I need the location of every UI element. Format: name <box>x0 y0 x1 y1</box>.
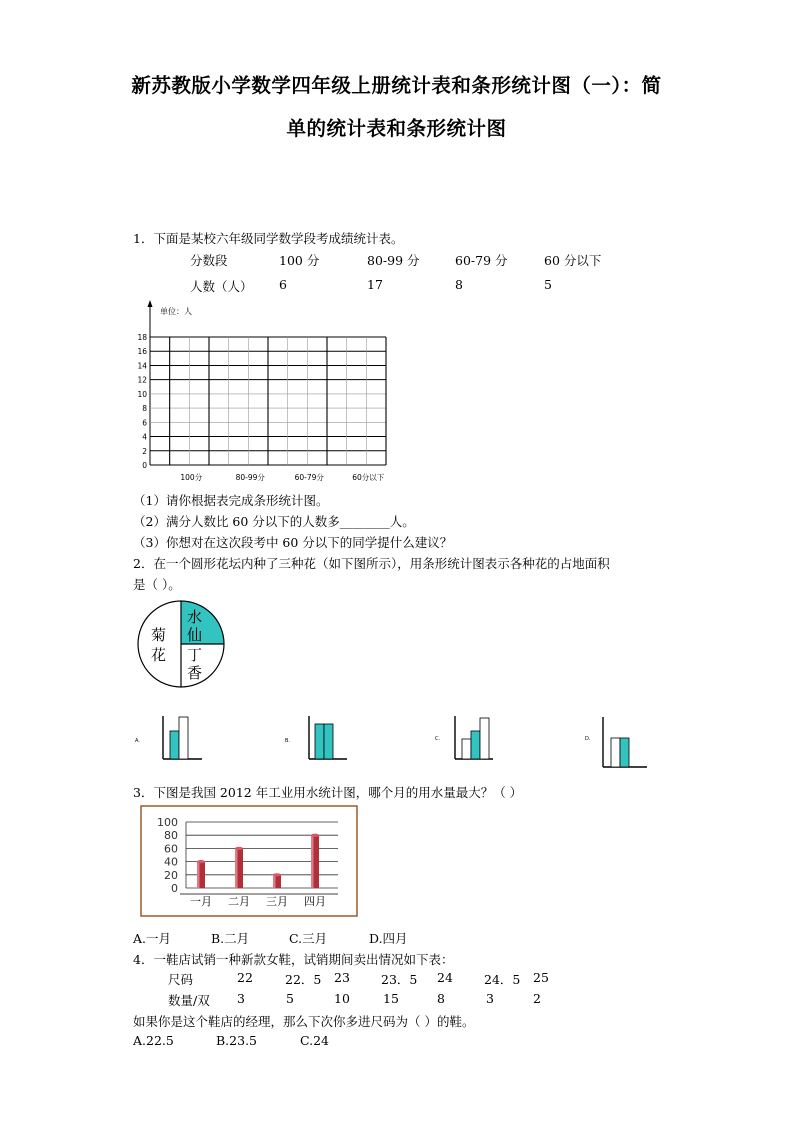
q2-option-c-label: C. <box>435 736 441 742</box>
q4-size-cell: 25 <box>533 970 549 985</box>
q2-pie-label: 水 <box>187 608 203 626</box>
q1-y-tick-label: 6 <box>142 418 147 428</box>
q3-bar-highlight <box>273 875 276 888</box>
q1-y-tick-label: 18 <box>137 333 147 342</box>
q2-text-line-1: 2．在一个圆形花坛内种了三种花（如下图所示），用条形统计图表示各种花的占地面积 <box>133 556 610 571</box>
q1-x-label: 80-99分 <box>235 473 265 482</box>
q3-y-tick-label: 20 <box>164 868 178 882</box>
q4-choice-c[interactable]: C.24 <box>300 1033 329 1048</box>
q3-x-label: 四月 <box>304 895 326 908</box>
q1-y-tick-label: 12 <box>137 375 147 385</box>
q1-sub3: （3）你想对在这次段考中 60 分以下的同学提什么建议？ <box>133 535 453 550</box>
q1-y-tick-label: 10 <box>137 389 147 399</box>
page-title-line-1: 新苏教版小学数学四年级上册统计表和条形统计图（一）：简 <box>131 74 662 97</box>
q3-choice-d[interactable]: D.四月 <box>369 931 408 946</box>
q3-y-tick-label: 60 <box>164 842 178 856</box>
q1-blank-bar-grid <box>130 300 400 490</box>
q4-count-cell: 3 <box>237 991 245 1006</box>
q1-y-tick-label: 4 <box>142 432 147 442</box>
q3-bar-cap <box>197 860 205 863</box>
q4-count-cell: 5 <box>286 991 294 1006</box>
page-title-line-2: 单的统计表和条形统计图 <box>286 117 507 140</box>
q3-x-label: 三月 <box>266 895 288 908</box>
q1-table-value: 17 <box>367 277 383 292</box>
q1-table-header: 60 分以下 <box>544 253 602 268</box>
q2-option-d-label: D. <box>585 736 591 742</box>
q3-x-label: 一月 <box>190 895 212 908</box>
q1-table-header: 100 分 <box>279 253 320 268</box>
q4-count-cell: 15 <box>383 991 399 1006</box>
q1-y-tick-label: 2 <box>142 446 147 456</box>
q2-option-a-bar <box>170 731 179 759</box>
q3-bar-highlight <box>235 848 238 888</box>
q4-text: 4．一鞋店试销一种新款女鞋，试销期间卖出情况如下表： <box>133 952 454 967</box>
q1-x-label: 60分以下 <box>352 473 385 482</box>
q4-count-cell: 10 <box>334 991 350 1006</box>
q1-table-header: 80-99 分 <box>367 253 420 268</box>
q4-size-cell: 22．5 <box>285 972 322 987</box>
q2-option-c-bar <box>462 739 471 759</box>
q2-pie-label: 仙 <box>187 626 203 644</box>
q4-question: 如果你是这个鞋店的经理，那么下次你多进尺码为（ ）的鞋。 <box>133 1014 475 1029</box>
q1-x-labels <box>180 472 384 482</box>
q2-pie-label: 菊 <box>151 626 167 644</box>
q4-choice-b[interactable]: B.23.5 <box>216 1033 257 1048</box>
q4-row-label: 尺码 <box>168 972 194 987</box>
q1-sub2: （2）满分人数比 60 分以下的人数多________人。 <box>133 514 415 529</box>
q2-option-d-bar <box>611 738 620 767</box>
q4-size-cell: 24．5 <box>484 972 521 987</box>
q4-count-cell: 8 <box>437 991 445 1006</box>
q1-y-tick-label: 14 <box>137 361 147 371</box>
q1-table-header: 60-79 分 <box>455 253 508 268</box>
q2-option-a-label: A. <box>135 738 140 744</box>
q3-choice-b[interactable]: B.二月 <box>211 931 250 946</box>
q3-y-tick-label: 80 <box>164 829 178 843</box>
q1-grid-lines <box>150 337 386 465</box>
q3-y-tick-label: 100 <box>157 816 178 829</box>
q1-y-tick-labels <box>137 333 147 470</box>
q3-y-tick-label: 0 <box>171 882 178 895</box>
q3-y-tick-label: 40 <box>164 855 178 869</box>
q2-option-c-chart[interactable] <box>435 712 505 762</box>
q1-text: 1．下面是某校六年级同学数学段考成绩统计表。 <box>133 231 404 246</box>
q2-option-d-bar <box>620 738 629 767</box>
q2-option-b-bar <box>315 724 324 759</box>
q1-table-header: 分数段 <box>190 253 228 268</box>
q2-pie-label: 丁 <box>187 646 203 664</box>
q3-x-label: 二月 <box>228 895 250 908</box>
q1-table-row-label: 人数（人） <box>190 279 253 294</box>
q3-bar-cap <box>235 847 243 850</box>
q4-size-cell: 22 <box>237 970 253 985</box>
q1-table-value: 8 <box>455 277 463 292</box>
q1-x-label: 100分 <box>180 473 203 482</box>
q1-table-value: 6 <box>279 277 287 292</box>
q3-text: 3．下图是我国 2012 年工业用水统计图，哪个月的用水量最大？（ ） <box>133 785 523 800</box>
q4-row-label: 数量/双 <box>168 993 210 1008</box>
q3-choice-a[interactable]: A.一月 <box>133 931 172 946</box>
q4-size-cell: 24 <box>437 970 453 985</box>
q4-count-cell: 2 <box>533 991 541 1006</box>
q1-y-axis-arrow <box>148 300 153 307</box>
q2-option-d-chart[interactable] <box>585 712 655 772</box>
q2-option-c-bar <box>480 718 489 759</box>
q2-text-line-2: 是（ ）。 <box>133 577 181 592</box>
q2-option-c-bar <box>471 731 480 759</box>
q2-option-a-bar <box>179 717 188 759</box>
q1-y-tick-label: 0 <box>142 461 147 470</box>
q2-option-b-chart[interactable] <box>285 712 355 762</box>
q3-choice-c[interactable]: C.三月 <box>289 931 328 946</box>
q2-option-a-chart[interactable] <box>135 712 205 762</box>
q1-y-tick-label: 8 <box>142 404 147 414</box>
q2-flower-pie <box>135 598 227 690</box>
q3-bar-cap <box>311 834 319 837</box>
q1-y-tick-label: 16 <box>137 347 147 357</box>
q3-bar-highlight <box>197 862 200 888</box>
q1-sub1: （1）请你根据表完成条形统计图。 <box>133 493 329 508</box>
q4-choice-a[interactable]: A.22.5 <box>133 1033 174 1048</box>
q3-water-bar-chart <box>140 805 358 917</box>
q4-size-cell: 23 <box>334 970 350 985</box>
q3-bar-highlight <box>311 835 314 888</box>
q1-x-label: 60-79分 <box>294 473 324 482</box>
q1-table-value: 5 <box>544 277 552 292</box>
q1-unit-label: 单位：人 <box>160 307 192 316</box>
q2-pie-label: 花 <box>151 646 167 664</box>
q2-option-b-label: B. <box>285 738 291 744</box>
q4-size-cell: 23．5 <box>381 972 418 987</box>
q4-count-cell: 3 <box>486 991 494 1006</box>
q3-bar-cap <box>273 873 281 876</box>
q2-pie-label: 香 <box>187 664 203 682</box>
q2-option-b-bar <box>324 724 333 759</box>
